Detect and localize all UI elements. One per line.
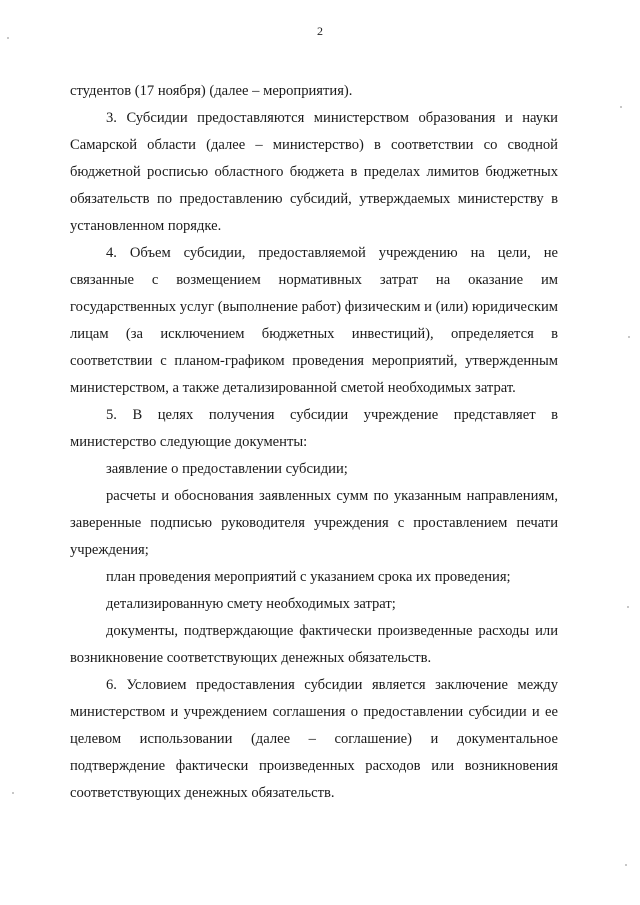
list-item-event-plan: план проведения мероприятий с указанием срока их проведения; [106,569,511,585]
scan-speck [625,864,627,866]
scan-speck [627,606,629,608]
paragraph-item-3: 3. Субсидии предоставляются министерством образования и науки Самарской области (далее – министерство) в соответствии со сводной бюджетной росписью областного бюджета в пределах лимитов бюджетных обязательств по предоставлению субсидий, утверждаемых министерству в установленном порядке. [70,110,558,234]
paragraph-item-5: 5. В целях получения субсидии учреждение представляет в министерство следующие документы: [70,407,558,450]
paragraph-item-4: 4. Объем субсидии, предоставляемой учреждению на цели, не связанные с возмещением нормативных затрат на оказание им государственных услуг (выполнение работ) физическим и (или) юридическим лицам (за исключением бюджетных инвестиций), определяется в соответствии с планом-графиком проведения мероприятий, утвержденным министерством, а также детализированной сметой необходимых затрат. [70,245,558,396]
paragraph-item-6: 6. Условием предоставления субсидии является заключение между министерством и учреждением соглашения о предоставлении субсидии и ее целевом использовании (далее – соглашение) и документальное подтверждение фактически произведенных расходов или возникновения соответствующих денежных обязательств. [70,677,558,801]
scan-speck [12,792,14,794]
list-item-cost-estimate: детализированную смету необходимых затрат; [106,596,396,612]
scan-speck [620,106,622,108]
scan-speck [628,336,630,338]
document-body [70,78,558,807]
paragraph-continuation: студентов (17 ноября) (далее – мероприятия). [70,83,353,99]
list-item-application: заявление о предоставлении субсидии; [106,461,348,477]
list-item-expense-documents: документы, подтверждающие фактически произведенные расходы или возникновение соответствующих денежных обязательств. [70,623,558,666]
page-number: 2 [317,24,323,38]
scan-speck [7,37,9,39]
list-item-calculations: расчеты и обоснования заявленных сумм по указанным направлениям, заверенные подписью руководителя учреждения с проставлением печати учреждения; [70,488,558,558]
